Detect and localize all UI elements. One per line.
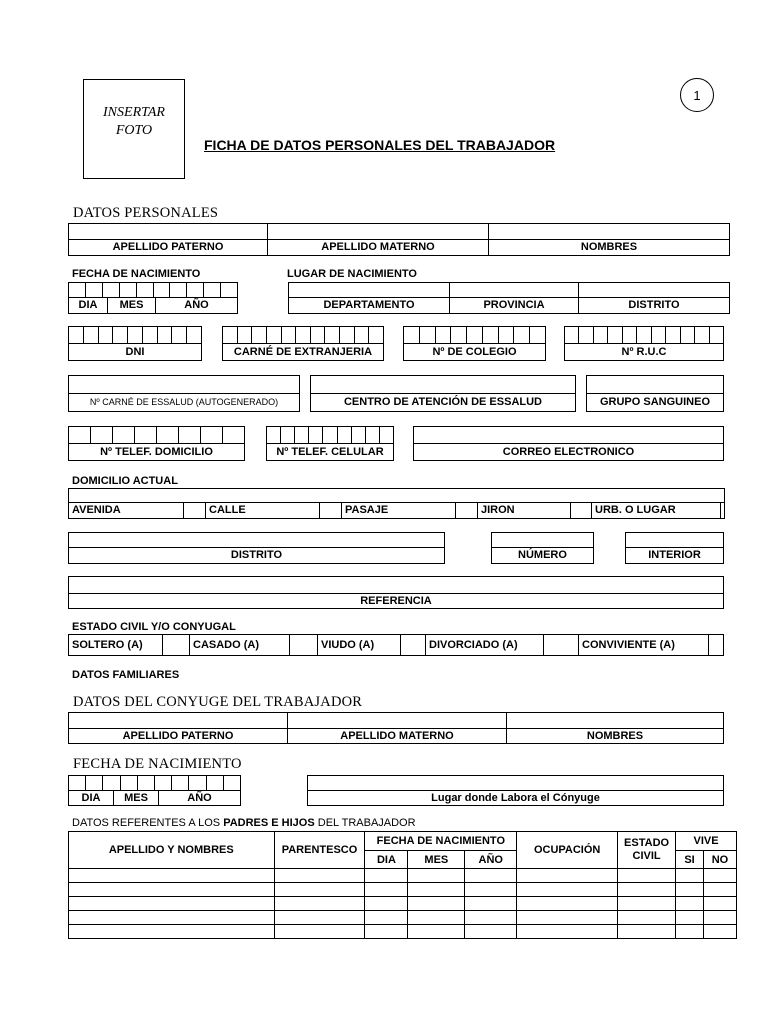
header-si: SI	[676, 851, 704, 869]
family-table	[68, 831, 737, 939]
label-distrito: DISTRITO	[578, 298, 729, 313]
birthdate-input[interactable]	[68, 282, 238, 298]
label-fecha-nacimiento: FECHA DE NACIMIENTO	[72, 268, 201, 280]
checkbox-viudo[interactable]	[400, 635, 425, 655]
birthplace-labels	[288, 297, 730, 314]
numero-input[interactable]	[491, 532, 594, 548]
checkbox-casado[interactable]	[289, 635, 317, 655]
label-apellido-materno: APELLIDO MATERNO	[267, 240, 488, 255]
header-mes: MES	[408, 851, 465, 869]
label-essalud-centro: CENTRO DE ATENCIÓN DE ESSALUD	[310, 393, 576, 412]
table-row[interactable]	[69, 911, 737, 925]
label-domicilio-actual: DOMICILIO ACTUAL	[72, 475, 178, 487]
checkbox-divorciado[interactable]	[543, 635, 578, 655]
label-mes: MES	[107, 298, 155, 313]
label-spouse-nombres: NOMBRES	[506, 729, 723, 743]
label-lugar-nacimiento: LUGAR DE NACIMIENTO	[287, 268, 417, 280]
spouse-birthdate-labels	[68, 790, 241, 806]
interior-input[interactable]	[625, 532, 724, 548]
family-intro-bold: PADRES E HIJOS	[223, 817, 315, 829]
dom-distrito-input[interactable]	[68, 532, 445, 548]
label-dni: DNI	[68, 343, 202, 361]
checkbox-urb[interactable]	[720, 503, 724, 518]
page-number: 1	[693, 88, 701, 103]
header-estado-civil-2: CIVIL	[632, 850, 661, 862]
header-estado-civil	[618, 832, 676, 869]
ruc-input[interactable]	[564, 326, 724, 344]
name-row-input[interactable]	[68, 223, 730, 240]
checkbox-conviviente[interactable]	[708, 635, 723, 655]
label-correo: CORREO ELECTRONICO	[413, 443, 724, 461]
label-spouse-work: Lugar donde Labora el Cónyuge	[307, 790, 724, 806]
label-viudo: VIUDO (A)	[317, 635, 400, 655]
header-fecha: FECHA DE NACIMIENTO	[365, 832, 517, 851]
label-carne-extranjeria: CARNÉ DE EXTRANJERIA	[222, 343, 384, 361]
label-datos-familiares: DATOS FAMILIARES	[72, 669, 180, 681]
label-avenida: AVENIDA	[72, 504, 121, 516]
label-jiron: JIRON	[477, 503, 570, 518]
essalud-carne-text: Nº CARNÉ DE ESSALUD (AUTOGENERADO)	[89, 397, 279, 407]
colegio-input[interactable]	[403, 326, 546, 344]
family-intro-post: DEL TRABAJADOR	[314, 817, 416, 829]
label-pasaje: PASAJE	[341, 503, 455, 518]
label-tel-celular: Nº TELEF. CELULAR	[266, 443, 394, 461]
form-title: FICHA DE DATOS PERSONALES DEL TRABAJADOR	[204, 137, 556, 153]
family-intro	[72, 817, 416, 829]
label-dia: DIA	[78, 299, 98, 311]
label-divorciado: DIVORCIADO (A)	[425, 635, 543, 655]
header-estado-civil-1: ESTADO	[624, 837, 670, 849]
header-parentesco: PARENTESCO	[274, 832, 365, 869]
section-heading-conyuge: DATOS DEL CONYUGE DEL TRABAJADOR	[73, 694, 363, 710]
essalud-centro-input[interactable]	[310, 375, 576, 394]
spouse-birthdate-input[interactable]	[68, 775, 241, 791]
header-dia: DIA	[365, 851, 408, 869]
label-interior: INTERIOR	[625, 547, 724, 564]
label-spouse-dia: DIA	[81, 792, 101, 804]
header-anio: AÑO	[465, 851, 517, 869]
page-number-badge	[680, 78, 714, 112]
label-conviviente: CONVIVIENTE (A)	[578, 635, 708, 655]
photo-label: INSERTAR FOTO	[103, 105, 165, 138]
essalud-carne-input[interactable]	[68, 375, 300, 394]
table-row[interactable]	[69, 925, 737, 939]
label-spouse-anio: AÑO	[158, 791, 240, 805]
header-nombres: APELLIDO Y NOMBRES	[69, 832, 275, 869]
referencia-input[interactable]	[68, 576, 724, 594]
domicilio-input[interactable]	[68, 488, 725, 503]
label-grupo-sanguineo: GRUPO SANGUINEO	[586, 393, 724, 412]
table-row[interactable]	[69, 869, 737, 883]
label-provincia: PROVINCIA	[449, 298, 578, 313]
checkbox-soltero[interactable]	[162, 635, 189, 655]
label-colegio: Nº DE COLEGIO	[403, 343, 546, 361]
table-row[interactable]	[69, 883, 737, 897]
spouse-name-input[interactable]	[68, 712, 724, 729]
label-urb: URB. O LUGAR	[591, 503, 720, 518]
name-row-labels	[68, 239, 730, 256]
photo-placeholder[interactable]	[83, 79, 185, 179]
label-estado-civil: ESTADO CIVIL Y/O CONYUGAL	[72, 621, 236, 633]
dni-input[interactable]	[68, 326, 202, 344]
table-row[interactable]	[69, 897, 737, 911]
label-dom-distrito: DISTRITO	[68, 547, 445, 564]
domicilio-type-row	[68, 502, 725, 519]
label-soltero: SOLTERO (A)	[72, 639, 143, 651]
header-ocupacion: OCUPACIÓN	[517, 832, 618, 869]
label-casado: CASADO (A)	[189, 635, 289, 655]
header-vive: VIVE	[676, 832, 737, 851]
family-intro-pre: DATOS REFERENTES A LOS	[72, 817, 224, 829]
tel-celular-input[interactable]	[266, 426, 394, 444]
label-anio: AÑO	[155, 298, 237, 313]
grupo-sanguineo-input[interactable]	[586, 375, 724, 394]
checkbox-calle[interactable]	[319, 503, 341, 518]
label-numero: NÚMERO	[491, 547, 594, 564]
section-heading-personal: DATOS PERSONALES	[73, 205, 219, 221]
section-heading-spouse-fecha: FECHA DE NACIMIENTO	[73, 756, 242, 772]
checkbox-pasaje[interactable]	[455, 503, 477, 518]
tel-domicilio-input[interactable]	[68, 426, 245, 444]
label-calle: CALLE	[205, 503, 319, 518]
spouse-name-labels	[68, 728, 724, 744]
label-ruc: Nº R.U.C	[564, 343, 724, 361]
label-spouse-apellido-materno: APELLIDO MATERNO	[287, 729, 506, 743]
label-departamento: DEPARTAMENTO	[323, 299, 415, 311]
label-spouse-apellido-paterno: APELLIDO PATERNO	[122, 730, 234, 742]
checkbox-jiron[interactable]	[570, 503, 591, 518]
birthdate-labels	[68, 297, 238, 314]
label-referencia: REFERENCIA	[68, 593, 724, 609]
label-spouse-mes: MES	[113, 791, 158, 805]
label-tel-domicilio: Nº TELEF. DOMICILIO	[68, 443, 245, 461]
estado-civil-row	[68, 634, 724, 656]
birthplace-input[interactable]	[288, 282, 730, 298]
header-no: NO	[703, 851, 736, 869]
spouse-work-input[interactable]	[307, 775, 724, 791]
checkbox-avenida[interactable]	[183, 503, 205, 518]
label-apellido-paterno: APELLIDO PATERNO	[112, 241, 224, 253]
carne-extranjeria-input[interactable]	[222, 326, 384, 344]
correo-input[interactable]	[413, 426, 724, 444]
label-essalud-carne	[68, 393, 300, 412]
label-nombres: NOMBRES	[488, 240, 729, 255]
